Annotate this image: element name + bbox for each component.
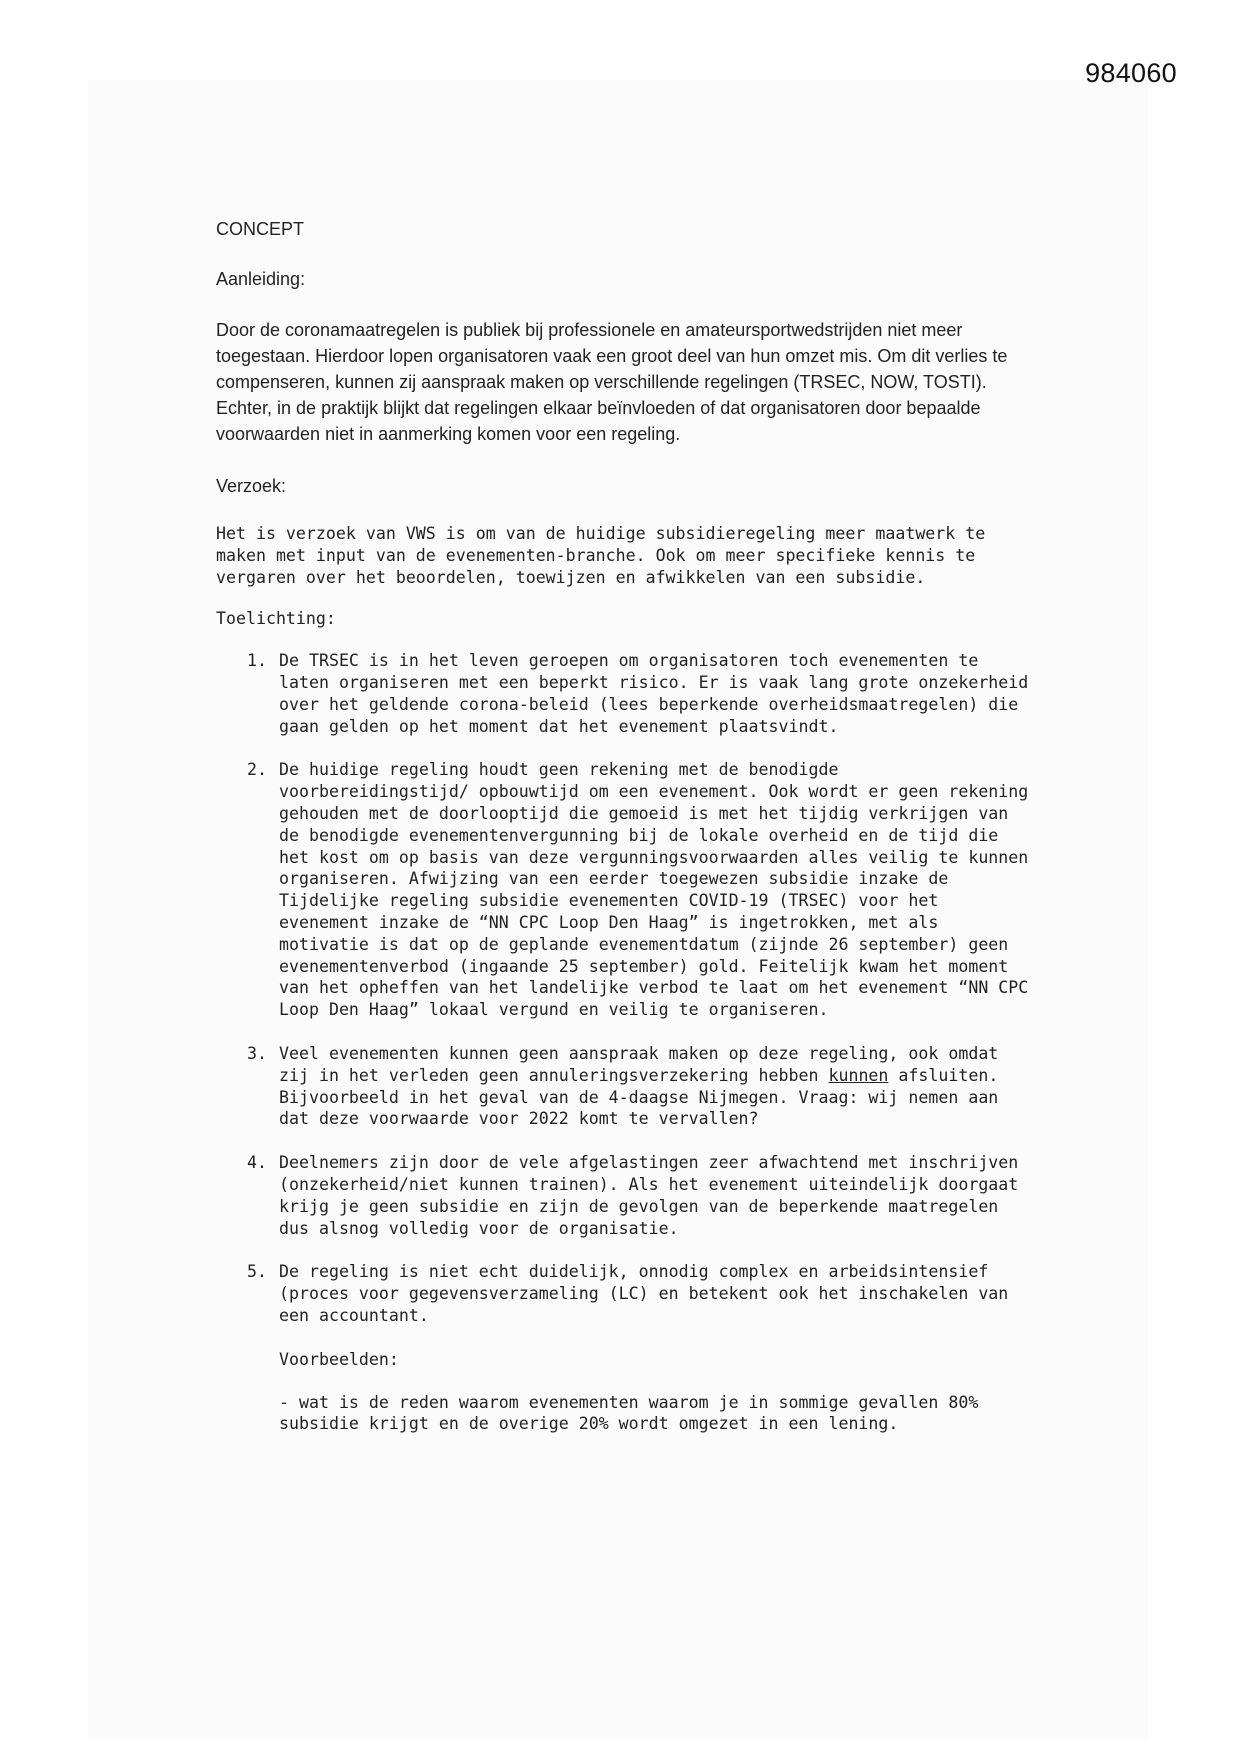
voorbeelden-item: - wat is de reden waarom evenementen waarom je in sommige gevallen 80% subsidie krijgt en de overige 20% wordt omgezet in een lening. <box>279 1392 979 1434</box>
list-item <box>216 1043 1036 1130</box>
voorbeelden-heading: Voorbeelden: <box>279 1349 399 1369</box>
list-item-text: De huidige regeling houdt geen rekening met de benodigde voorbereidingstijd/ opbouwtijd om een evenement. Ook wordt er geen rekening gehouden met de doorlooptijd die gemoeid is met het tijdig verkrijgen van de benodigde evenementenvergunning bij de lokale overheid en de tijd die het kost om op basis van deze vergunningsvoorwaarden alles veilig te kunnen organiseren. Afwijzing van een eerder toegewezen subsidie inzake de Tijdelijke regeling subsidie evenementen COVID-19 (TRSEC) voor het evenement inzake de “NN CPC Loop Den Haag” is ingetrokken, met als motivatie is dat op de geplande evenementdatum (zijnde 26 september) geen evenementenverbod (ingaande 25 september) gold. Feitelijk kwam het moment van het opheffen van het landelijke verbod te laat om het evenement “NN CPC Loop Den Haag” lokaal vergund en veilig te organiseren. <box>279 760 1029 1020</box>
list-item-number: 5. <box>247 1262 267 1282</box>
document-body <box>216 216 1036 1457</box>
list-item-text: De TRSEC is in het leven geroepen om organisatoren toch evenementen te laten organiseren met een beperkt risico. Er is vaak lang grote onzekerheid over het geldende corona-beleid (lees beperkende overheidsmaatregelen) die gaan gelden op het moment dat het evenement plaatsvindt. <box>279 651 1029 736</box>
list-item-text-after: afsluiten. Bijvoorbeeld in het geval van de 4-daagse Nijmegen. Vraag: wij nemen aan dat deze voorwaarde voor 2022 komt te vervallen? <box>279 1065 999 1129</box>
aanleiding-paragraph: Door de coronamaatregelen is publiek bij professionele en amateursportwedstrijden niet meer toegestaan. Hierdoor lopen organisatoren vaak een groot deel van hun omzet mis. Om dit verlies te compenseren, kunnen zij aanspraak maken op verschillende regelingen (TRSEC, NOW, TOSTI). Echter, in de praktijk blijkt dat regelingen elkaar beïnvloeden of dat organisatoren door bepaalde voorwaarden niet in aanmerking komen voor een regeling. <box>216 320 1008 444</box>
list-item-number: 1. <box>247 651 267 671</box>
list-item-number: 4. <box>247 1153 267 1173</box>
toelichting-heading: Toelichting: <box>216 609 336 629</box>
document-number: 984060 <box>1085 58 1177 88</box>
list-item-text: Deelnemers zijn door de vele afgelastingen zeer afwachtend met inschrijven (onzekerheid/niet kunnen trainen). Als het evenement uiteindelijk doorgaat krijg je geen subsidie en zijn de gevolgen van de beperkende maatregelen dus alsnog volledig voor de organisatie. <box>279 1153 1019 1238</box>
concept-label: CONCEPT <box>216 219 305 239</box>
list-item <box>216 1152 1036 1239</box>
verzoek-paragraph: Het is verzoek van VWS is om van de huidige subsidieregeling meer maatwerk te maken met input van de evenementen-branche. Ook om meer specifieke kennis te vergaren over het beoordelen, toewijzen en afwikkelen van een subsidie. <box>216 524 986 587</box>
toelichting-list <box>216 650 1036 1435</box>
list-item-text: De regeling is niet echt duidelijk, onnodig complex en arbeidsintensief (proces voor gegevensverzameling (LC) en betekent ook het inschakelen van een accountant. <box>279 1262 1009 1325</box>
list-item-number: 3. <box>247 1043 267 1063</box>
aanleiding-heading: Aanleiding: <box>216 269 306 289</box>
list-item <box>216 650 1036 737</box>
list-item <box>216 1261 1036 1435</box>
underlined-word: kunnen <box>828 1065 889 1085</box>
list-item <box>216 759 1036 1021</box>
list-item-number: 2. <box>247 760 267 780</box>
verzoek-heading: Verzoek: <box>216 476 287 496</box>
list-item-text-before: Veel evenementen kunnen geen aanspraak maken op deze regeling, ook omdat zij in het verleden geen annuleringsverzekering hebben <box>279 1043 999 1085</box>
